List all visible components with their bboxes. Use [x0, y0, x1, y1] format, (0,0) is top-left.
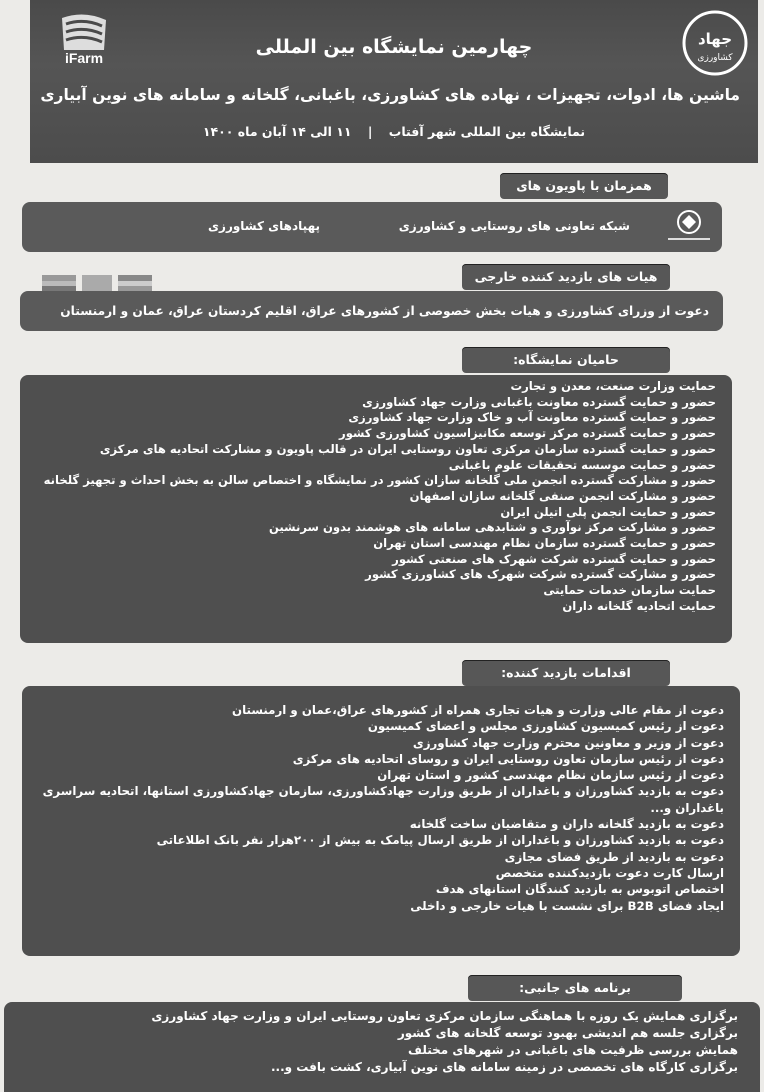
delegation-flags-icon [42, 275, 152, 291]
delegations-band [20, 291, 723, 331]
sponsor-item: حضور و مشارکت گسترده انجمن ملی گلخانه سازان کشور در نمایشگاه و اختصاص سالن به بخش احداث و تجهیز گلخانه [43, 473, 716, 488]
pavilions-tab: همزمان با پاویون های [500, 173, 668, 199]
visitor-action-item: دعوت به بازدید کشاورزان و باغداران از طریق وزارت جهادکشاورزی، سازمان جهادکشاورزی استانها، اتحادیه سراسری [42, 784, 724, 799]
dates: ۱۱ الی ۱۴ آبان ماه ۱۴۰۰ [202, 124, 352, 139]
side-programs-list [20, 1008, 738, 1076]
pavilions-band [22, 202, 722, 252]
visitor-action-item: دعوت از رئیس سازمان نظام مهندسی کشور و استان تهران [377, 768, 724, 783]
sponsor-item: حضور و حمایت گسترده سازمان مرکزی تعاون روستایی ایران در قالب پاویون و مشارکت اتحادیه های مرکزی [99, 441, 716, 456]
sponsor-item: حضور و مشارکت گسترده شرکت شهرک های کشاورزی کشور [365, 567, 716, 582]
venue: نمایشگاه بین المللی شهر آفتاب [388, 124, 586, 139]
sponsor-item: حضور و مشارکت انجمن صنفی گلخانه سازان اصفهان [409, 488, 716, 503]
side-programs-tab: برنامه های جانبی: [468, 975, 682, 1001]
sponsor-item: حضور و حمایت گسترده سازمان نظام مهندسی استان تهران [373, 536, 716, 551]
visitor-action-item: دعوت به بازدید گلخانه داران و متقاضیان ساخت گلخانه [409, 817, 724, 832]
visitor-action-item: دعوت به بازدید کشاورزان و باغداران از طریق ارسال پیامک به بیش از ۲۰۰هزار نفر بانک اطلاعاتی [156, 833, 724, 848]
jahad-logo-word: جهاد [697, 30, 733, 48]
exhibition-subtitle: ماشین ها، ادوات، تجهیزات ، نهاده های کشاورزی، باغبانی، گلخانه و سامانه های نوین آبیاری [40, 86, 740, 104]
separator: | [367, 124, 373, 139]
side-program-item: برگزاری کارگاه های تخصصی در زمینه سامانه های نوین آبیاری، کشت بافت و... [270, 1060, 738, 1074]
side-programs-band [4, 1002, 760, 1092]
visitor-action-item: باغداران و... [650, 800, 724, 815]
delegations-tab: هیات های بازدید کننده خارجی [462, 264, 670, 290]
cooperative-network-logo-icon [660, 208, 718, 244]
sponsor-item: حضور و حمایت موسسه تحقیقات علوم باغبانی [448, 457, 716, 472]
exhibition-title: چهارمین نمایشگاه بین المللی [255, 36, 533, 58]
header-banner [30, 0, 758, 163]
side-program-item: برگزاری جلسه هم اندیشی بهبود توسعه گلخانه های کشور [397, 1026, 738, 1040]
sponsor-item: حمایت وزارت صنعت، معدن و تجارت [510, 379, 716, 393]
side-program-item: برگزاری همایش یک روزه با هماهنگی سازمان مرکزی تعاون روستایی ایران و وزارت جهاد کشاورزی [151, 1009, 738, 1023]
jahad-logo-sub: کشاورزی [697, 53, 733, 63]
visitor-action-item: اختصاص اتوبوس به بازدید کنندگان استانهای هدف [435, 882, 724, 897]
sponsors-list [36, 379, 716, 615]
visitor-action-item: دعوت از وزیر و معاونین محترم وزارت جهاد کشاورزی [412, 735, 724, 750]
pavilion-drones: پهپادهای کشاورزی [208, 219, 320, 233]
visitor-action-item: ارسال کارت دعوت بازدیدکننده متخصص [495, 865, 724, 880]
ifarm-logo-text: iFarm [64, 50, 104, 66]
sponsor-item: حمایت اتحادیه گلخانه داران [562, 598, 716, 613]
visitor-action-item: دعوت به بازدید از طریق فضای مجازی [504, 849, 724, 864]
sponsor-item: حضور و حمایت انجمن پلی اتیلن ایران [500, 504, 716, 519]
visitor-action-item: دعوت از مقام عالی وزارت و هیات تجاری همراه از کشورهای عراق،عمان و ارمنستان [232, 703, 724, 717]
sponsor-item: حضور و حمایت گسترده معاونت باغبانی وزارت جهاد کشاورزی [362, 394, 716, 409]
visitors-tab: اقدامات بازدید کننده: [462, 660, 670, 686]
visitor-action-item: دعوت از رئیس سازمان تعاون روستایی ایران و روسای اتحادیه های مرکزی [292, 751, 724, 766]
sponsor-item: حضور و مشارکت مرکز نوآوری و شتابدهی سامانه های هوشمند بدون سرنشین [269, 520, 716, 535]
side-program-item: همایش بررسی ظرفیت های باغبانی در شهرهای مختلف [408, 1043, 738, 1057]
visitors-list [38, 702, 724, 914]
sponsors-band [20, 375, 732, 643]
sponsor-item: حضور و حمایت گسترده معاونت آب و خاک وزارت جهاد کشاورزی [348, 410, 716, 425]
visitor-action-item: ایجاد فضای B2B برای نشست با هیات خارجی و داخلی [410, 898, 724, 913]
sponsor-item: حضور و حمایت گسترده مرکز توسعه مکانیزاسیون کشاورزی کشور [339, 426, 716, 441]
delegations-text: دعوت از وزرای کشاورزی و هیات بخش خصوصی از کشورهای عراق، اقلیم کردستان عراق، عمان و ارمنستان [60, 304, 709, 318]
visitors-band [22, 686, 740, 956]
sponsor-item: حمایت سازمان خدمات حمایتی [543, 583, 716, 598]
sponsors-tab: حامیان نمایشگاه: [462, 347, 670, 373]
venue-and-dates [30, 124, 758, 139]
pavilion-cooperatives: شبکه تعاونی های روستایی و کشاورزی [398, 219, 630, 233]
visitor-action-item: دعوت از رئیس کمیسیون کشاورزی مجلس و اعضای کمیسیون [367, 719, 724, 734]
sponsor-item: حضور و حمایت گسترده شرکت شهرک های صنعتی کشور [392, 551, 716, 566]
